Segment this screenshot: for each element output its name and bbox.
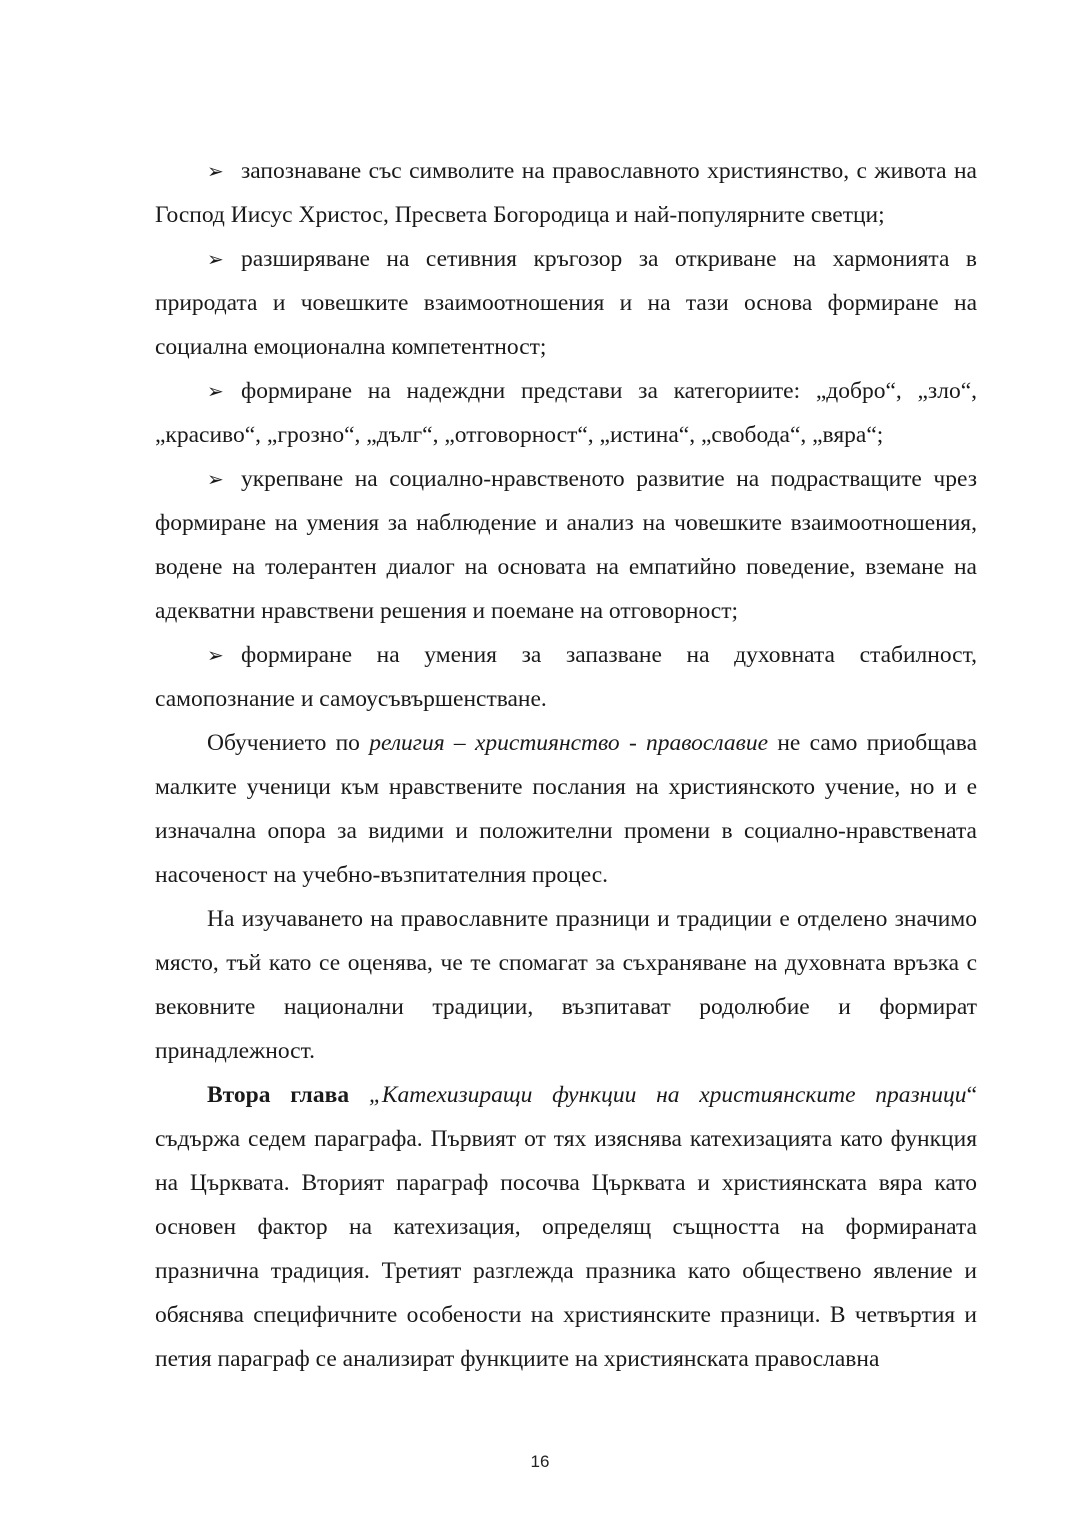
paragraph-italic-text: религия – християнство - православие — [369, 730, 769, 756]
paragraph-text: Обучението по — [207, 730, 370, 756]
arrow-bullet-icon: ➢ — [207, 159, 224, 183]
paragraph-religion-education — [155, 721, 977, 897]
arrow-bullet-icon: ➢ — [207, 247, 224, 271]
paragraph-text: не само приобщава малките ученици към нравствените послания на християнското учение, но и е изначална опора за видими и положителни промени в социално-нравствената насоченост на учебно-възпитателния процес. — [155, 730, 978, 888]
bullet-item — [155, 369, 977, 457]
page-number: 16 — [530, 1452, 550, 1471]
chapter-title-italic: „Катехизиращи функции на християнските празници — [368, 1082, 967, 1108]
bullet-item — [155, 237, 977, 369]
paragraph-text: На изучаването на православните празници и традиции е отделено значимо място, тъй като се оценява, че те спомагат за съхраняване на духовната връзка с вековните национални традиции, възпитават родолюбие и формират принадлежност. — [155, 906, 977, 1064]
bullet-text: запознаване със символите на православното християнство, с живота на Господ Иисус Христос, Пресвета Богородица и най-популярните светци; — [155, 158, 977, 228]
paragraph-holidays — [155, 897, 977, 1073]
paragraph-text: “ съдържа седем параграфа. Първият от тях изяснява катехизацията като функция на Църквата. Вторият параграф посочва Църквата и християнската вяра като основен фактор на катехизация, определящ същността на формираната празнична традиция. Третият разглежда празника като обществено явление и обяснява специфичните особености на християнските празници. В четвъртия и петия параграф се анализират функциите на християнската православна — [155, 1082, 977, 1372]
arrow-bullet-icon: ➢ — [207, 379, 224, 403]
arrow-bullet-icon: ➢ — [207, 643, 224, 667]
page-body — [155, 149, 977, 1381]
bullet-text: формиране на надеждни представи за категориите: „добро“, „зло“, „красиво“, „грозно“, „дълг“, „отговорност“, „истина“, „свобода“, „вяра“; — [155, 378, 977, 448]
bullet-text: формиране на умения за запазване на духовната стабилност, самопознание и самоусъвършенстване. — [155, 642, 977, 712]
bullet-item — [155, 633, 977, 721]
bullet-text: укрепване на социално-нравственото развитие на подрастващите чрез формиране на умения за наблюдение и анализ на човешките взаимоотношения, водене на толерантен диалог на основата на емпатийно поведение, вземане на адекватни нравствени решения и поемане на отговорност; — [155, 466, 977, 624]
bullet-item — [155, 149, 977, 237]
paragraph-second-chapter — [155, 1073, 977, 1381]
bullet-text: разширяване на сетивния кръгозор за откриване на хармонията в природата и човешките взаимоотношения и на тази основа формиране на социална емоционална компетентност; — [155, 246, 977, 360]
bullet-item — [155, 457, 977, 633]
chapter-heading-bold: Втора глава — [207, 1082, 350, 1108]
arrow-bullet-icon: ➢ — [207, 467, 224, 491]
